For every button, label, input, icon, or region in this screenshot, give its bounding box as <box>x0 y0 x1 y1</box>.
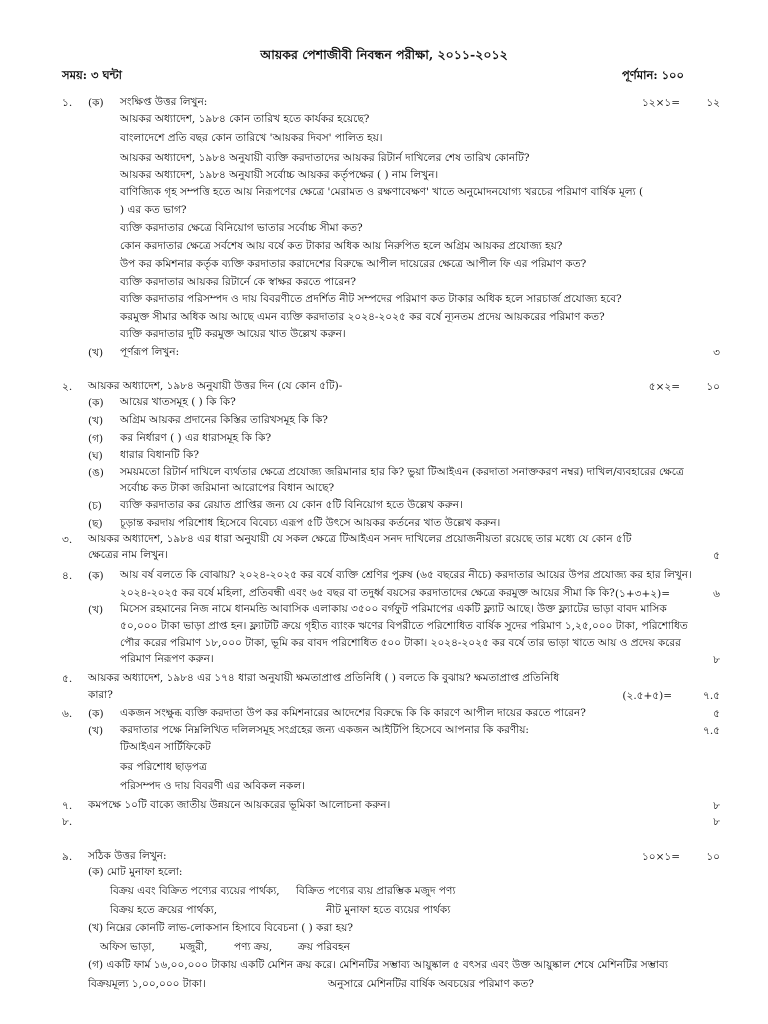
question-line: একজন সংক্ষুব্ধ ব্যক্তি করদাতা উপ কর কমিশনারের আদেশের বিরুদ্ধে কি কি কারণে আপীল দায়ের করতে পারেন? <box>120 707 586 719</box>
sub-tag: (ক) <box>88 97 104 109</box>
sub-tag: (ক) <box>88 570 104 582</box>
question-line: বাণিজ্যিক গৃহ সম্পত্তি হতে আয় নিরূপণের ক্ষেত্রে 'মেরামত ও রক্ষণাবেক্ষণ' খাতে অনুমোদনযোগ্য খরচের পরিমাণ বার্ষিক মূল্য ( <box>120 186 644 198</box>
sub-tag: (গ) <box>88 433 104 445</box>
question-line: বাংলাদেশে প্রতি বছর কোন তারিখে 'আয়কর দিবস' পালিত হয়। <box>120 132 383 144</box>
list-item: টিআইএন সার্টিফিকেট <box>120 741 211 753</box>
question-line: করমুক্ত সীমার অধিক আয় আছে এমন ব্যক্তি করদাতার ২০২৪-২০২৫ কর বর্ষে ন্যূনতম প্রদেয় আয়করের পরিমাণ কত? <box>120 311 605 323</box>
marks: ৭.৫ <box>703 690 720 702</box>
question-line: করদাতার পক্ষে নিম্নলিখিত দলিলসমূহ সংগ্রহের জন্য একজন আইটিপি হিসেবে আপনার কি করণীয়: <box>120 724 529 736</box>
question-line: কর নির্ধারণ ( ) এর ধারাসমূহ কি কি? <box>120 432 272 444</box>
option-text: ক্রয় পরিবহন <box>298 941 350 953</box>
sub-tag: (চ) <box>88 500 102 512</box>
option-text: বিক্রয় এবং বিক্রিত পণ্যের ব্যয়ের পার্থক্য, <box>110 885 280 897</box>
question-line: ২০২৪-২০২৫ কর বর্ষে মহিলা, প্রতিবন্ধী এবং ৬৫ বছর বা তদুর্ধ্ব বয়সের করদাতাদের ক্ষেত্রে করমুক্ত আয়ের সীমা কি কি? <box>120 587 615 599</box>
sub-tag: (ঘ) <box>88 450 103 462</box>
exam-title: আয়কর পেশাজীবী নিবন্ধন পরীক্ষা, ২০১১-২০১২ <box>260 47 508 62</box>
marks: ৬ <box>713 588 720 600</box>
question-line: আয়কর অধ্যাদেশ, ১৯৮৪ অনুযায়ী ব্যক্তি করদাতাদের আয়কর রিটার্ন দাখিলের শেষ তারিখ কোনটি? <box>120 152 530 164</box>
question-line: (ক) মোট মুনাফা হলো: <box>88 866 183 878</box>
question-line: ) এর কত ভাগ? <box>120 204 187 216</box>
question-line: ধারার বিধানটি কি? <box>120 449 199 461</box>
question-number: ৮. <box>62 816 73 828</box>
option-text: অফিস ভাড়া, <box>100 941 155 953</box>
question-text: আয়কর অধ্যাদেশ, ১৯৮৪ অনুযায়ী উত্তর দিন (যে কোন ৫টি)- <box>88 380 343 392</box>
list-item: কর পরিশোধ ছাড়পত্র <box>120 761 207 773</box>
question-line: মিসেস রহমানের নিজ নামে ধানমন্ডি আবাসিক এলাকায় ৩৫০০ বর্গফুট পরিমাপের একটি ফ্ল্যাট আছে। উক্ত ফ্ল্যাটের ভাড়া বাবদ মাসিক <box>120 603 667 615</box>
question-text: সঠিক উত্তর লিখুন: <box>88 850 167 862</box>
question-line: অনুসারে মেশিনটির বার্ষিক অবচয়ের পরিমাণ কত? <box>328 978 534 990</box>
question-line: সর্বোচ্চ কত টাকা জরিমানা আরোপের বিধান আছে? <box>120 482 335 494</box>
question-line: কারা? <box>88 689 113 701</box>
marks-formula: ৫×২= <box>648 381 680 393</box>
marks-formula: ১০×১= <box>641 851 680 863</box>
marks: ৫ <box>713 708 720 720</box>
question-line: আয়কর অধ্যাদেশ, ১৯৮৪ অনুযায়ী সর্বোচ্চ আয়কর কর্তৃপক্ষের ( ) নাম লিখুন। <box>120 169 439 181</box>
marks: ১২ <box>706 97 720 109</box>
option-text: মজুরী, <box>180 941 208 953</box>
question-line: আয়কর অধ্যাদেশ, ১৯৮৪ এর ১৭৪ ধারা অনুযায়ী ক্ষমতাপ্রাপ্ত প্রতিনিধি ( ) বলতে কি বুঝায়? ক্ষমতাপ্রাপ্ত প্রতিনিধি <box>88 672 560 684</box>
question-line: ব্যক্তি করদাতার দুটি করমুক্ত আয়ের খাত উল্লেখ করুন। <box>120 328 346 340</box>
option-text: নীট মুনাফা হতে ব্যয়ের পার্থক্য <box>326 904 451 916</box>
question-line: ব্যক্তি করদাতার আয়কর রিটার্নে কে স্বাক্ষর করতে পারেন? <box>120 276 357 288</box>
sub-tag: (খ) <box>88 725 104 737</box>
marks: ১০ <box>706 381 720 393</box>
question-line: (খ) নিম্নের কোনটি লাভ-লোকসান হিসাবে বিবেচনা ( ) করা হয়? <box>88 922 353 934</box>
question-line: ব্যক্তি করদাতার কর রেয়াত প্রাপ্তির জন্য যে কোন ৫টি বিনিয়োগ হতে উল্লেখ করুন। <box>120 499 463 511</box>
marks: ৮ <box>713 816 720 828</box>
question-line: ক্ষেত্রের নাম লিখুন। <box>88 549 169 561</box>
question-line: আয়ের খাতসমূহ ( ) কি কি? <box>120 396 236 408</box>
sub-tag: (ক) <box>88 708 104 720</box>
question-number: ২. <box>62 381 73 393</box>
question-line: চূড়ান্ত করদায় পরিশোধ হিসেবে বিবেচ্য এরূপ ৫টি উৎসে আয়কর কর্তনের খাত উল্লেখ করুন। <box>120 517 501 529</box>
sub-tag: (ক) <box>88 397 104 409</box>
option-text: বিক্রিত পণ্যের ব্যয় প্রারম্ভিক মজুদ পণ্য <box>296 885 456 897</box>
question-text: সংক্ষিপ্ত উত্তর লিখুন: <box>120 96 208 108</box>
question-line: অগ্রিম আয়কর প্রদানের কিস্তির তারিখসমূহ কি কি? <box>120 414 328 426</box>
marks: ১০ <box>706 851 720 863</box>
question-number: ৫. <box>62 673 73 685</box>
question-line: ৫০,০০০ টাকা ভাড়া প্রাপ্ত হন। ফ্ল্যাটটি ক্রয়ে গৃহীত ব্যাংক ঋণের বিপরীতে পরিশোধিত বার্ষিক সুদের পরিমাণ ১,২৫,০০০ টাকা, পরিশোধিত <box>120 620 688 632</box>
question-line: বিক্রয়মূল্য ১,০০,০০০ টাকা। <box>88 978 206 990</box>
option-text: পণ্য ক্রয়, <box>234 941 273 953</box>
full-marks: পূর্ণমান: ১০০ <box>622 68 685 82</box>
sub-tag: (খ) <box>88 415 104 427</box>
question-line: ব্যক্তি করদাতার পরিসম্পদ ও দায় বিবরণীতে প্রদর্শিত নীট সম্পদের পরিমাণ কত টাকার অধিক হলে সারচার্জ প্রযোজ্য হবে? <box>120 293 622 305</box>
sub-tag: (খ) <box>88 604 104 616</box>
sub-tag: (ছ) <box>88 518 103 530</box>
question-line: উপ কর কমিশনার কর্তৃক ব্যক্তি করদাতার করাদেশের বিরুদ্ধে আপীল দায়েরের ক্ষেত্রে আপীল ফি এর পরিমাণ কত? <box>120 258 587 270</box>
question-number: ১. <box>62 97 73 109</box>
option-text: বিক্রয় হতে ক্রয়ের পার্থক্য, <box>110 904 218 916</box>
marks: ৫ <box>713 550 720 562</box>
question-line: পরিমাণ নিরূপণ করুন। <box>120 653 214 665</box>
question-line: আয়কর অধ্যাদেশ, ১৯৮৪ কোন তারিখ হতে কার্যকর হয়েছে? <box>120 113 370 125</box>
question-line: কোন করদাতার ক্ষেত্রে সর্বশেষ আয় বর্ষে কত টাকার অধিক আয় নিরুপিত হলে অগ্রিম আয়কর প্রযোজ্য হয়? <box>120 240 563 252</box>
question-number: ৩. <box>62 534 73 546</box>
marks-formula: (১+৩+২)= <box>614 588 670 600</box>
question-number: ৭. <box>62 800 73 812</box>
question-text: পূর্ণরূপ লিখুন: <box>120 346 180 358</box>
question-line: আয়কর অধ্যাদেশ, ১৯৮৪ এর ধারা অনুযায়ী যে সকল ক্ষেত্রে টিআইএন সনদ দাখিলের প্রয়োজনীয়তা রয়েছে তার মধ্যে যে কোন ৫টি <box>88 533 632 545</box>
question-number: ৪. <box>62 570 73 582</box>
marks-formula: (২.৫+৫)= <box>622 690 672 702</box>
question-line: সময়মতো রিটার্ন দাখিলে ব্যর্থতার ক্ষেত্রে প্রযোজ্য জরিমানার হার কি? ভুয়া টিআইএন (করদাতা সনাক্তকরণ নম্বর) দাখিল/ব্যবহারের ক্ষেত্রে <box>120 466 684 478</box>
sub-tag: (ঙ) <box>88 467 104 479</box>
marks-formula: ১২×১= <box>641 97 680 109</box>
exam-time: সময়: ৩ ঘন্টা <box>62 68 122 82</box>
question-line: (গ) একটি ফার্ম ১৬,০০,০০০ টাকায় একটি মেশিন ক্রয় করে। মেশিনটির সম্ভাব্য আয়ুষ্কাল ৫ বৎসর এবং উক্ত আয়ুষ্কাল শেষে মেশিনটির সম্ভাব্য <box>88 959 668 971</box>
marks: ৮ <box>713 654 720 666</box>
question-number: ৬. <box>62 708 73 720</box>
marks: ৮ <box>713 800 720 812</box>
sub-tag: (খ) <box>88 347 104 359</box>
question-line: কমপক্ষে ১০টি বাক্যে জাতীয় উন্নয়নে আয়করের ভূমিকা আলোচনা করুন। <box>88 799 391 811</box>
list-item: পরিসম্পদ ও দায় বিবরণী এর অবিকল নকল। <box>120 780 305 792</box>
marks: ৭.৫ <box>703 725 720 737</box>
question-line: ব্যক্তি করদাতার ক্ষেত্রে বিনিয়োগ ভাতার সর্বোচ্চ সীমা কত? <box>120 222 363 234</box>
question-number: ৯. <box>62 851 73 863</box>
question-line: আয় বর্ষ বলতে কি বোঝায়? ২০২৪-২০২৫ কর বর্ষে ব্যক্তি শ্রেণির পুরুষ (৬৫ বছরের নীচে) করদাতার আয়ের উপর প্রযোজ্য কর হার লিখুন। <box>120 569 692 581</box>
marks: ৩ <box>713 347 720 359</box>
question-line: পৌর করের পরিমাণ ১৮,০০০ টাকা, ভূমি কর বাবদ পরিশোধিত ৫০০ টাকা। ২০২৪-২০২৫ কর বর্ষে তার ভাড়া খাতে আয় ও প্রদেয় করের <box>120 637 681 649</box>
